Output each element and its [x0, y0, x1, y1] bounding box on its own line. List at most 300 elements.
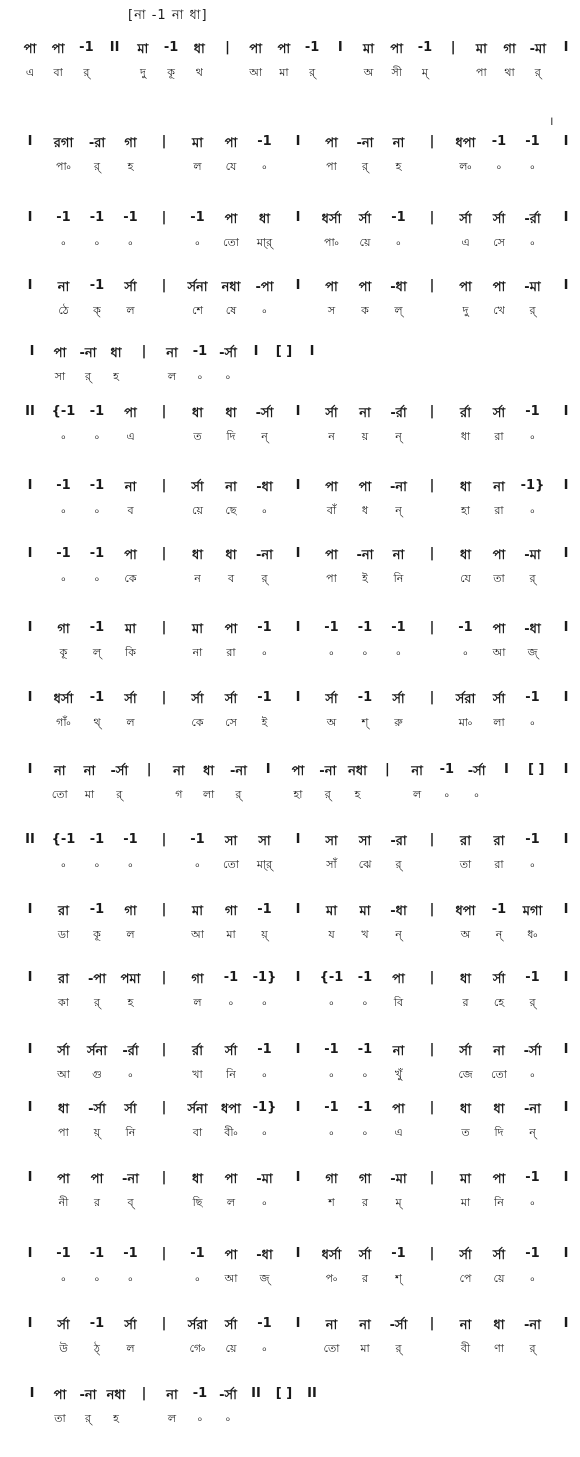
bar-line: I — [563, 278, 569, 293]
lyric-syllable: ৹ — [362, 996, 368, 1009]
lyric-syllable: য়ে — [225, 1342, 237, 1355]
bar-line: | — [161, 690, 167, 705]
lyric-syllable: কূ — [93, 928, 101, 941]
lyric-syllable: আ — [191, 928, 204, 941]
lyric-syllable: পে — [459, 1272, 472, 1285]
lyric-syllable: কে — [124, 572, 137, 585]
lyric-syllable: ৹ — [474, 788, 479, 801]
lyric-syllable: ই — [261, 716, 268, 729]
lyric-syllable: বা — [192, 1126, 203, 1139]
note: [ ] — [275, 1386, 293, 1401]
note: পা — [459, 280, 472, 295]
bar-line: I — [563, 1246, 569, 1261]
lyric-syllable: নি — [494, 1196, 504, 1209]
note: ধর্সা — [321, 1248, 342, 1263]
note: -1 — [357, 690, 373, 705]
note: -1 — [357, 1042, 373, 1057]
note: -র্রা — [390, 406, 407, 421]
lyrics-line — [0, 502, 580, 522]
lyric-syllable: ৹ — [195, 1272, 200, 1285]
note: মা — [192, 136, 203, 151]
lyric-syllable: থ — [195, 66, 203, 79]
note: ধা — [459, 972, 472, 987]
note: রা — [58, 972, 69, 987]
note: ধপা — [455, 904, 476, 919]
bar-line: | — [429, 970, 435, 985]
note: -না — [79, 346, 97, 361]
lyrics-line — [0, 786, 580, 806]
bar-line: | — [429, 832, 435, 847]
bar-line: II — [109, 40, 120, 55]
lyric-syllable: ৹ — [262, 1342, 267, 1355]
bar-line: | — [161, 134, 167, 149]
lyric-syllable: র্ — [235, 788, 242, 801]
note: মগা — [522, 904, 543, 919]
note: -না — [390, 480, 407, 495]
lyric-syllable: ৹ — [262, 504, 267, 517]
lyric-syllable: ল্ — [92, 646, 102, 659]
note: পা — [392, 1102, 405, 1117]
lyrics-line — [0, 1124, 580, 1144]
lyric-syllable: ঠে — [58, 304, 69, 317]
note: ধর্সা — [321, 212, 342, 227]
lyric-syllable: র্ — [395, 1342, 402, 1355]
note: নধা — [348, 764, 367, 779]
lyric-syllable: বাঁ — [326, 504, 337, 517]
lyric-syllable: হে — [493, 996, 505, 1009]
note: -র্রা — [524, 212, 541, 227]
lyric-syllable: ৹ — [94, 572, 100, 585]
note: মা — [326, 904, 337, 919]
lyric-syllable: ক্ — [93, 304, 101, 317]
lyric-syllable: ৹ — [530, 160, 535, 173]
notes-line — [0, 1100, 580, 1120]
note: -মা — [256, 1172, 273, 1187]
note: র্রা — [192, 1044, 203, 1059]
note: র্সা — [459, 212, 472, 227]
note: পা — [358, 280, 372, 295]
note: -রা — [390, 834, 407, 849]
lyric-syllable: ছে — [225, 504, 237, 517]
note: -1 — [257, 134, 272, 149]
lyric-syllable: ৹ — [362, 646, 368, 659]
bar-line: I — [253, 344, 259, 359]
note: পা — [325, 280, 338, 295]
note: র্সা — [224, 692, 238, 707]
note: -1 — [123, 1246, 138, 1261]
note: -ধা — [390, 904, 407, 919]
lyrics-line — [0, 1410, 580, 1430]
lyric-syllable: রা — [494, 504, 504, 517]
note: ধা — [459, 548, 472, 563]
lyric-syllable: যে — [460, 572, 471, 585]
bar-line: | — [429, 1100, 435, 1115]
bar-line: I — [295, 1042, 301, 1057]
bar-line: | — [429, 690, 435, 705]
note: গা — [503, 42, 516, 57]
note: [ ] — [528, 762, 545, 777]
bar-line: I — [563, 1042, 569, 1057]
lyric-syllable: ৹ — [61, 1272, 66, 1285]
lyric-syllable: র — [462, 996, 469, 1009]
lyric-syllable: সে — [493, 236, 505, 249]
note: পা — [57, 1172, 70, 1187]
note: -1 — [223, 970, 239, 985]
note: র্সা — [191, 480, 204, 495]
note: মা — [192, 904, 203, 919]
lyric-syllable: দু — [139, 66, 146, 79]
note: -1 — [357, 620, 373, 635]
note: {-1 — [319, 970, 344, 985]
lyric-syllable: দি — [494, 1126, 504, 1139]
note: -পা — [88, 972, 106, 987]
lyric-syllable: হ — [127, 996, 134, 1009]
lyric-syllable: অ — [460, 928, 471, 941]
note: -ধা — [524, 622, 541, 637]
lyric-syllable: স — [327, 304, 336, 317]
note: -1 — [190, 210, 205, 225]
lyric-syllable: র্ — [361, 160, 369, 173]
note: -না — [356, 548, 374, 563]
note: রা — [493, 834, 505, 849]
notes-line — [0, 762, 580, 782]
lyric-syllable: ৹ — [128, 236, 133, 249]
note: সা — [358, 834, 372, 849]
note: পা — [492, 280, 506, 295]
note: পা — [53, 346, 67, 361]
note: র্সনা — [86, 1044, 108, 1059]
note: না — [392, 1044, 405, 1059]
lyric-syllable: র্ — [116, 788, 123, 801]
lyric-syllable: খা — [192, 1068, 203, 1081]
lyric-syllable: ৹ — [463, 646, 468, 659]
bar-line: I — [295, 1316, 301, 1331]
note: -র্সা — [523, 1044, 542, 1059]
lyric-syllable: এ — [461, 236, 470, 249]
bar-line: I — [27, 546, 33, 561]
note: পা — [224, 136, 238, 151]
note: -1 — [391, 1246, 406, 1261]
lyric-syllable: ন্ — [395, 504, 402, 517]
notes-line — [0, 40, 580, 60]
note: ধা — [459, 1102, 472, 1117]
note: ধপা — [455, 136, 476, 151]
lyric-syllable: ৹ — [228, 996, 234, 1009]
bar-line: I — [27, 134, 33, 149]
bar-line: | — [429, 1316, 435, 1331]
note: -1 — [56, 1246, 71, 1261]
lyric-syllable: ল — [126, 1342, 135, 1355]
lyric-syllable: ৹ — [329, 996, 334, 1009]
lyric-syllable: ক — [361, 304, 369, 317]
note: পা — [390, 42, 404, 57]
note: র্রা — [460, 406, 471, 421]
lyric-syllable: মা — [460, 1196, 471, 1209]
note: পা — [277, 42, 291, 57]
lyric-syllable: মা — [226, 928, 236, 941]
lyric-syllable: নি — [125, 1126, 136, 1139]
note: -1} — [252, 970, 277, 985]
note: মা — [475, 42, 487, 57]
lyric-syllable: শ্ — [395, 1272, 402, 1285]
lyric-syllable: নী — [58, 1196, 69, 1209]
note: পা — [492, 622, 506, 637]
note: পা — [53, 1388, 67, 1403]
note: ধপা — [221, 1102, 241, 1117]
lyrics-line — [0, 994, 580, 1014]
lyric-syllable: ল — [193, 160, 202, 173]
note: -1 — [89, 832, 105, 847]
note: র্সা — [124, 280, 137, 295]
note: মা — [460, 1172, 471, 1187]
note: র্সা — [224, 1044, 238, 1059]
notes-line — [0, 1316, 580, 1336]
bar-line: | — [146, 762, 152, 777]
bar-line: I — [29, 1386, 35, 1401]
notes-line — [0, 1246, 580, 1266]
lyric-syllable: হ — [127, 160, 134, 173]
note: র্সরা — [187, 1318, 208, 1333]
lyric-syllable: মা — [360, 1342, 370, 1355]
lyric-syllable: যে — [225, 160, 237, 173]
lyric-syllable: পা — [58, 1126, 69, 1139]
note: র্সা — [358, 212, 372, 227]
bar-line: I — [563, 210, 569, 225]
note: র্সা — [459, 1044, 472, 1059]
bar-line: I — [295, 1246, 301, 1261]
lyric-syllable: মা — [279, 66, 289, 79]
note: -1 — [491, 134, 507, 149]
bar-line: | — [429, 478, 435, 493]
lyric-syllable: য়ে — [493, 1272, 505, 1285]
lyric-syllable: ৹ — [128, 858, 133, 871]
bar-line: | — [161, 1100, 167, 1115]
lyric-syllable: ৹ — [262, 1196, 267, 1209]
note: -র্সা — [219, 1388, 237, 1403]
note: রা — [58, 904, 69, 919]
note: ধা — [459, 480, 472, 495]
note: পা — [325, 548, 338, 563]
lyrics-line — [0, 926, 580, 946]
lyrics-line — [0, 644, 580, 664]
bar-line: II — [25, 832, 35, 847]
lyric-syllable: পা — [326, 160, 337, 173]
lyric-syllable: খুঁ — [394, 1068, 403, 1081]
lyric-syllable: গ — [175, 788, 183, 801]
lyric-syllable: ৹ — [225, 370, 231, 383]
lyric-syllable: থ্ — [93, 716, 101, 729]
notes-line — [0, 1170, 580, 1190]
bar-line: | — [161, 1246, 167, 1261]
lyric-syllable: পা — [476, 66, 487, 79]
bar-line: I — [295, 690, 301, 705]
lyric-syllable: পা৹ — [56, 160, 71, 173]
lyric-syllable: বি — [393, 996, 404, 1009]
note: না — [459, 1318, 472, 1333]
bar-line: I — [563, 832, 569, 847]
lyric-syllable: ল৹ — [459, 160, 472, 173]
lyric-syllable: র — [93, 1196, 101, 1209]
lyric-syllable: শে — [192, 304, 203, 317]
bar-line: | — [161, 902, 167, 917]
lyric-syllable: ৹ — [94, 236, 100, 249]
lyric-syllable: আ — [224, 1272, 238, 1285]
bar-line: | — [429, 1170, 435, 1185]
bar-line: I — [309, 344, 315, 359]
lyric-syllable: মা৹ — [458, 716, 473, 729]
bar-line: I — [504, 762, 509, 777]
note: -র্সা — [467, 764, 486, 779]
lyric-syllable: হা — [293, 788, 303, 801]
note: -1 — [491, 902, 507, 917]
notes-line — [0, 404, 580, 424]
bar-line: I — [563, 478, 569, 493]
lyric-syllable: অ — [326, 716, 337, 729]
lyric-syllable: হ — [113, 1412, 119, 1425]
lyric-syllable: গে৹ — [189, 1342, 206, 1355]
note: -1 — [79, 40, 94, 55]
lyric-syllable: সী — [391, 66, 402, 79]
lyric-syllable: রু — [394, 716, 403, 729]
lyric-syllable: খ — [361, 928, 369, 941]
lyric-syllable: তো — [323, 1342, 340, 1355]
note: পা — [51, 42, 65, 57]
note: -র্সা — [255, 406, 274, 421]
note: রগা — [53, 136, 74, 151]
lyric-syllable: ৹ — [128, 1272, 133, 1285]
lyric-syllable: ছি — [192, 1196, 203, 1209]
lyric-syllable: থা — [504, 66, 515, 79]
bar-line: | — [161, 970, 167, 985]
bar-line: I — [27, 1246, 33, 1261]
note: -1 — [257, 1316, 272, 1331]
bar-line: I — [295, 546, 301, 561]
lyric-syllable: ৹ — [262, 996, 267, 1009]
note: -1 — [89, 404, 105, 419]
note: পা — [90, 1172, 104, 1187]
bar-line: I — [295, 478, 301, 493]
lyric-syllable: রা — [494, 858, 504, 871]
note: -1 — [192, 1386, 208, 1401]
bar-line: I — [27, 278, 33, 293]
lyric-syllable: ন্ — [395, 928, 402, 941]
note: র্সরা — [455, 692, 476, 707]
lyric-syllable: ৹ — [61, 858, 66, 871]
lyric-syllable: এ — [25, 66, 35, 79]
note: ধা — [191, 548, 204, 563]
note: -1 — [89, 690, 105, 705]
lyric-syllable: ৹ — [362, 1126, 368, 1139]
note: ধা — [225, 548, 237, 563]
note: -1 — [525, 1170, 540, 1185]
lyric-syllable: উ — [59, 1342, 68, 1355]
bar-line: I — [295, 1100, 301, 1115]
note: মা — [363, 42, 375, 57]
lyric-syllable: ৹ — [61, 236, 66, 249]
note: না — [359, 406, 371, 421]
lyric-syllable: ধ — [361, 504, 369, 517]
bar-line: | — [225, 40, 230, 55]
bar-line: I — [563, 546, 569, 561]
bar-line: I — [563, 1316, 569, 1331]
note: ধা — [191, 406, 204, 421]
lyric-syllable: র্ — [529, 304, 536, 317]
lyric-syllable: র — [361, 1272, 369, 1285]
note: মা — [359, 904, 371, 919]
lyric-syllable: হ — [113, 370, 119, 383]
note: -1 — [192, 344, 208, 359]
bar-line: | — [141, 344, 147, 359]
note: -1 — [56, 210, 71, 225]
lyric-syllable: এ — [394, 1126, 403, 1139]
note: -1 — [123, 210, 138, 225]
bar-line: I — [563, 902, 569, 917]
note: -1 — [89, 278, 105, 293]
bar-line: I — [295, 832, 301, 847]
lyric-syllable: তো — [51, 788, 68, 801]
lyric-syllable: ৹ — [128, 1068, 133, 1081]
bar-line: | — [161, 404, 167, 419]
lyric-syllable: আ — [249, 66, 263, 79]
note: না — [493, 480, 505, 495]
note: না — [83, 764, 96, 779]
notes-line — [0, 210, 580, 230]
note: না — [57, 280, 70, 295]
note: পা — [492, 1172, 506, 1187]
note: র্সা — [124, 692, 137, 707]
lyric-syllable: ল — [167, 1412, 177, 1425]
lyric-syllable: কূ — [59, 646, 68, 659]
note: -1 — [324, 1100, 339, 1115]
note: -1} — [252, 1100, 277, 1115]
lyric-syllable: র্ — [395, 858, 402, 871]
note: পা — [23, 42, 37, 57]
lyric-syllable: জ্ — [527, 646, 538, 659]
lyric-syllable: বী৹ — [224, 1126, 238, 1139]
note: সা — [224, 834, 238, 849]
note: র্সা — [492, 972, 506, 987]
lyric-syllable: ই — [362, 572, 368, 585]
lyric-syllable: ৹ — [94, 504, 100, 517]
note: -1 — [89, 1316, 105, 1331]
note: -1} — [520, 478, 545, 493]
note: গা — [325, 1172, 338, 1187]
note: [ ] — [275, 344, 293, 359]
note: -ধা — [256, 1248, 273, 1263]
notes-line — [0, 1386, 580, 1406]
lyric-syllable: তো — [223, 858, 239, 871]
note: -1 — [190, 832, 205, 847]
bar-line: I — [27, 478, 33, 493]
lyrics-line — [0, 1340, 580, 1360]
note: -1 — [89, 478, 105, 493]
lyric-syllable: ব — [127, 504, 134, 517]
bar-line: I — [295, 1170, 301, 1185]
note: পা — [224, 1172, 238, 1187]
bar-line: | — [429, 404, 435, 419]
note: -না — [229, 764, 247, 779]
lyric-syllable: সে — [225, 716, 237, 729]
note: -1 — [89, 902, 105, 917]
lyric-syllable: ল — [126, 928, 135, 941]
note: র্সা — [358, 1248, 372, 1263]
note: -পা — [255, 280, 274, 295]
lyric-syllable: র্ — [529, 996, 536, 1009]
bar-line: | — [141, 1386, 147, 1401]
note: -1 — [525, 690, 540, 705]
note: পা — [124, 406, 137, 421]
bar-line: I — [295, 620, 301, 635]
